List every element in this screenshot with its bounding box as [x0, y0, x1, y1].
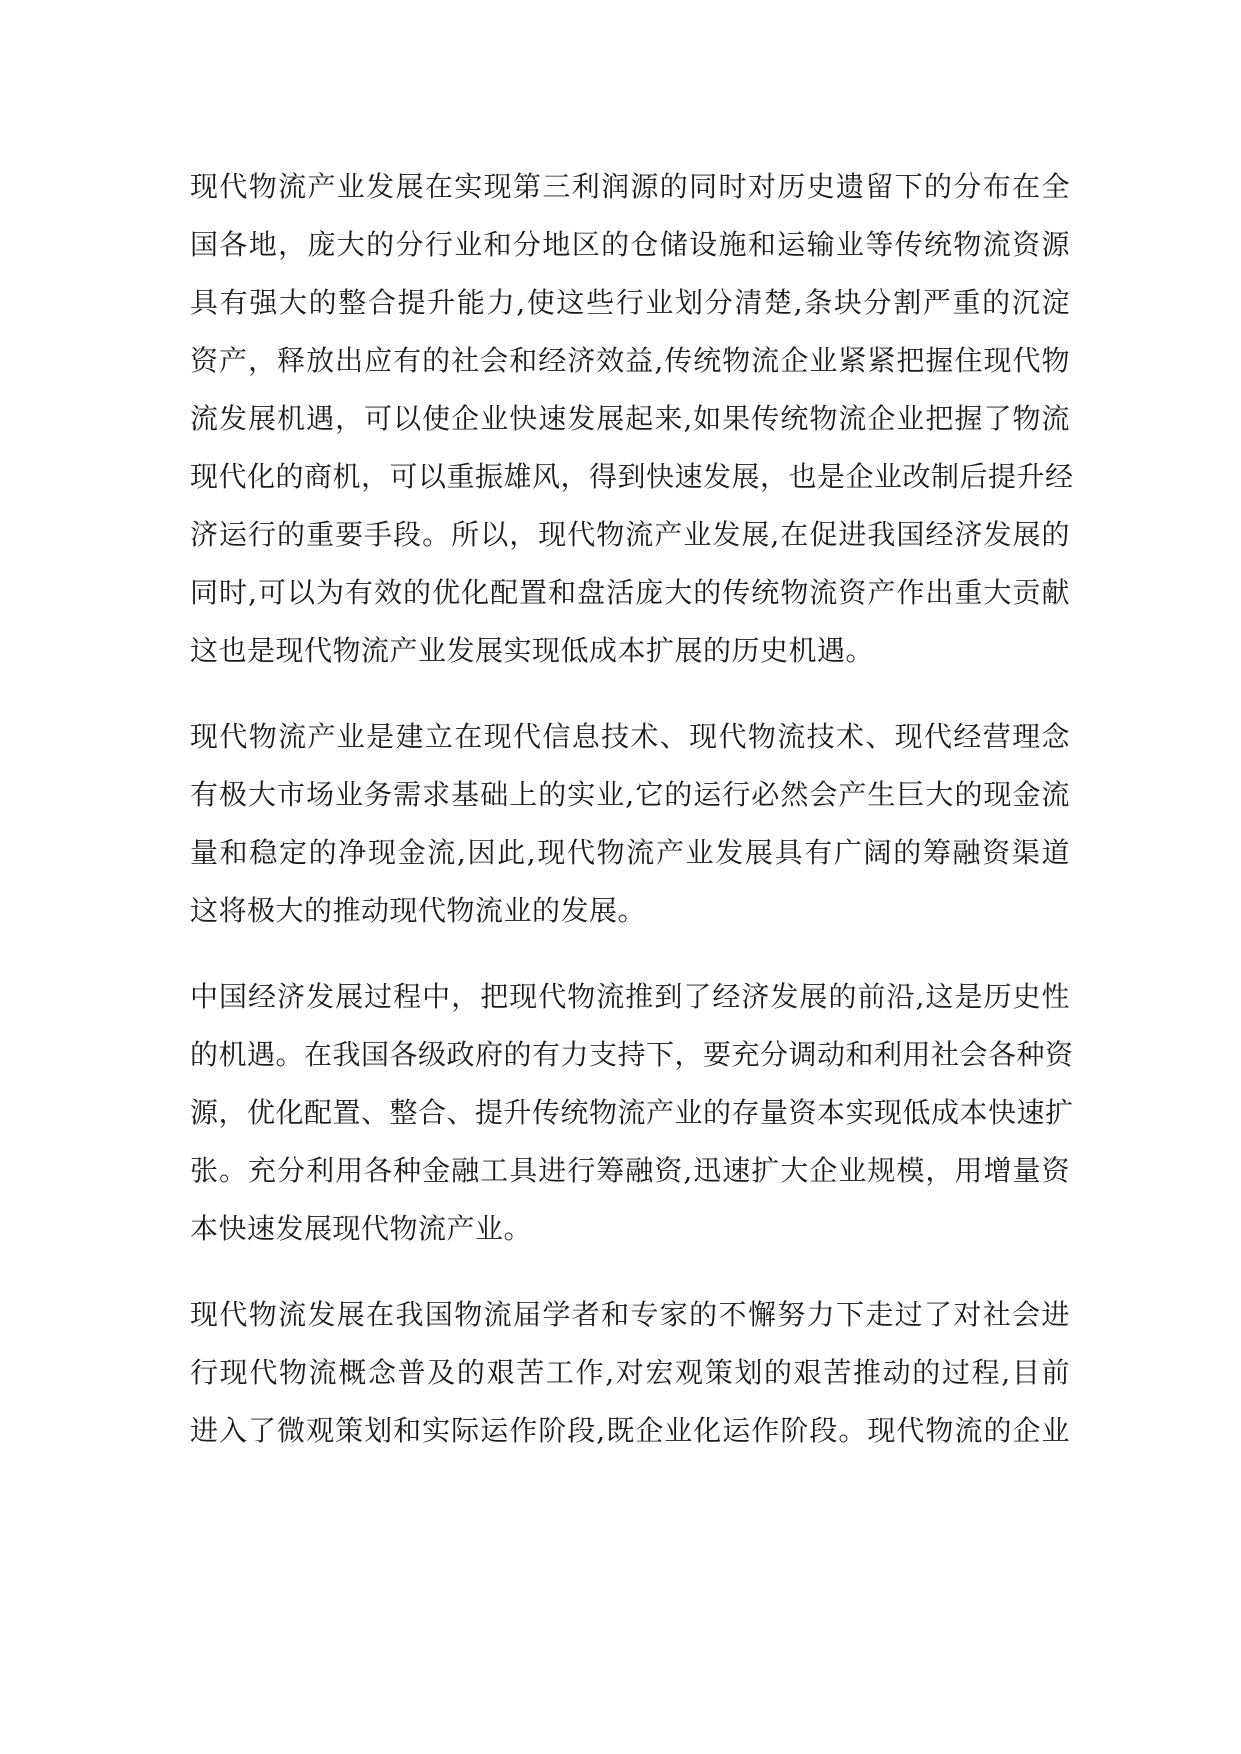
text-line: 现代化的商机，可以重振雄风，得到快速发展，也是企业改制后提升经	[190, 460, 1074, 493]
paragraph-3	[190, 968, 1074, 1258]
text-line: 现代物流发展在我国物流届学者和专家的不懈努力下走过了对社会进	[190, 1298, 1070, 1331]
text-line: 现代物流产业是建立在现代信息技术、现代物流技术、现代经营理念	[190, 720, 1070, 753]
text-line: 源，优化配置、整合、提升传统物流产业的存量资本实现低成本快速扩	[190, 1096, 1074, 1129]
text-line: 有极大市场业务需求基础上的实业,它的运行必然会产生巨大的现金流	[190, 778, 1070, 811]
text-line: 这将极大的推动现代物流业的发展。	[190, 894, 647, 927]
text-line: 本快速发展现代物流产业。	[190, 1212, 533, 1245]
text-line: 张。充分利用各种金融工具进行筹融资,迅速扩大企业规模，用增量资	[190, 1154, 1070, 1187]
text-line: 进入了微观策划和实际运作阶段,既企业化运作阶段。现代物流的企业	[190, 1414, 1070, 1447]
text-line: 流发展机遇，可以使企业快速发展起来,如果传统物流企业把握了物流	[190, 402, 1070, 435]
text-line: 具有强大的整合提升能力,使这些行业划分清楚,条块分割严重的沉淀	[190, 286, 1070, 319]
text-line: 国各地，庞大的分行业和分地区的仓储设施和运输业等传统物流资源	[190, 228, 1070, 261]
text-line: 济运行的重要手段。所以，现代物流产业发展,在促进我国经济发展的	[190, 518, 1070, 551]
text-line: 资产，释放出应有的社会和经济效益,传统物流企业紧紧把握住现代物	[190, 344, 1070, 377]
text-line: 量和稳定的净现金流,因此,现代物流产业发展具有广阔的筹融资渠道	[190, 836, 1070, 869]
text-line: 行现代物流概念普及的艰苦工作,对宏观策划的艰苦推动的过程,目前	[190, 1356, 1070, 1389]
text-line: 现代物流产业发展在实现第三利润源的同时对历史遗留下的分布在全	[190, 170, 1070, 203]
paragraph-4	[190, 1286, 1070, 1460]
text-line: 同时,可以为有效的优化配置和盘活庞大的传统物流资产作出重大贡献	[190, 576, 1070, 609]
document-body	[190, 158, 1074, 1488]
text-line: 中国经济发展过程中，把现代物流推到了经济发展的前沿,这是历史性	[190, 980, 1070, 1013]
paragraph-1	[190, 158, 1074, 680]
text-line: 这也是现代物流产业发展实现低成本扩展的历史机遇。	[190, 634, 875, 667]
paragraph-2	[190, 708, 1070, 940]
text-line: 的机遇。在我国各级政府的有力支持下，要充分调动和利用社会各种资	[190, 1038, 1074, 1071]
